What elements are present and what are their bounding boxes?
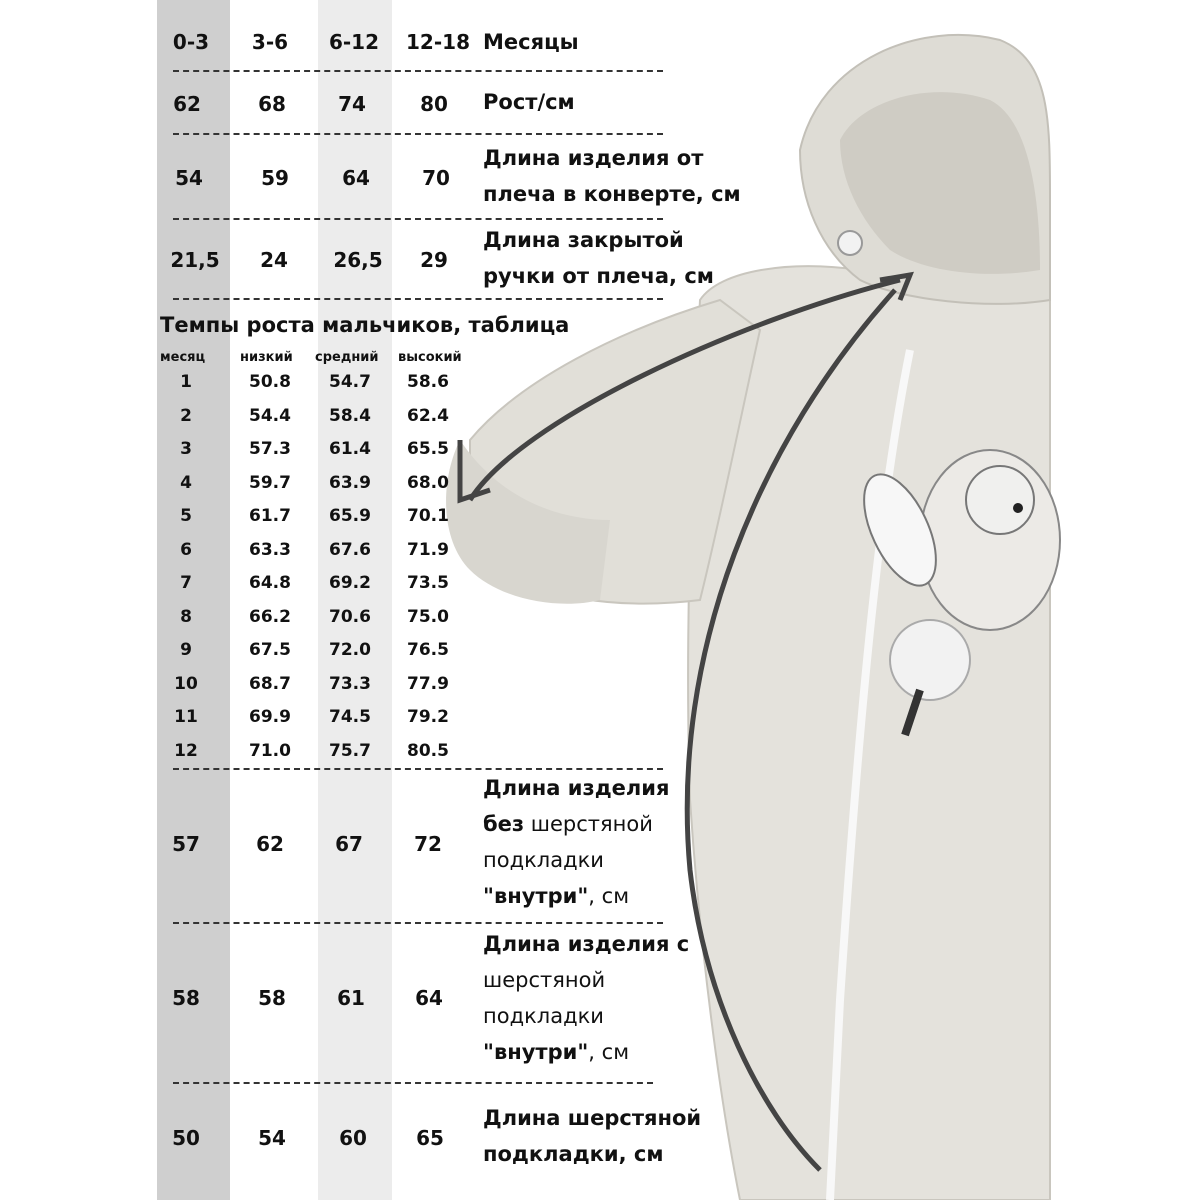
growth-value-cell: 79.2 [407, 707, 449, 727]
length-lining-cell: 61 [337, 986, 365, 1010]
size-12-18: 12-18 [406, 30, 470, 54]
growth-value-cell: 74.5 [329, 707, 371, 727]
growth-value-cell: 70.1 [407, 506, 449, 526]
growth-value-cell: 75.7 [329, 740, 371, 761]
length-envelope-label-2: плеча в конверте, см [483, 182, 741, 206]
growth-month-cell: 4 [180, 472, 192, 493]
months-label: Месяцы [483, 30, 579, 54]
growth-header-month: месяц [160, 350, 206, 365]
sleeve-label-2: ручки от плеча, см [483, 264, 714, 288]
length-lining-cell: 58 [172, 986, 200, 1010]
size-6-12: 6-12 [328, 30, 380, 54]
sleeve-cell: 21,5 [170, 248, 220, 272]
separator [173, 922, 663, 924]
length-no-lining-cell: 57 [172, 832, 200, 856]
growth-value-cell: 58.6 [407, 372, 449, 392]
no-lining-label-1: Длина изделия [483, 776, 670, 800]
no-lining-label-4 [483, 878, 629, 914]
length-lining-cell: 64 [415, 986, 443, 1010]
growth-value-cell: 63.9 [329, 472, 371, 493]
growth-month-cell: 8 [180, 606, 192, 627]
no-lining-label-bold: без [483, 812, 525, 836]
height-cell: 74 [338, 92, 366, 116]
growth-table-title: Темпы роста мальчиков, таблица [160, 313, 570, 337]
growth-month-cell: 2 [180, 405, 192, 426]
growth-value-cell: 62.4 [407, 405, 449, 426]
length-envelope-cell: 59 [261, 166, 289, 190]
growth-value-cell: 65.5 [407, 439, 449, 459]
growth-value-cell: 69.9 [249, 707, 291, 727]
growth-value-cell: 65.9 [329, 506, 371, 526]
length-envelope-cell: 70 [422, 166, 450, 190]
growth-value-cell: 76.5 [407, 640, 449, 660]
growth-value-cell: 61.7 [249, 506, 291, 526]
no-lining-label-4-bold: "внутри" [483, 884, 589, 908]
no-lining-label-3: подкладки [483, 848, 604, 872]
growth-month-cell: 7 [180, 573, 192, 593]
sleeve-cell: 26,5 [333, 248, 383, 272]
lining-cell: 65 [416, 1126, 444, 1150]
growth-month-cell: 12 [174, 740, 198, 761]
lining-length-label-1: Длина шерстяной [483, 1106, 702, 1130]
growth-header-high: высокий [398, 350, 462, 365]
sleeve-cell: 24 [260, 248, 288, 272]
growth-value-cell: 50.8 [249, 372, 291, 392]
growth-value-cell: 68.0 [407, 472, 449, 493]
growth-value-cell: 68.7 [249, 673, 291, 694]
growth-month-cell: 10 [174, 673, 198, 694]
growth-value-cell: 54.4 [249, 405, 291, 426]
growth-value-cell: 61.4 [329, 439, 371, 459]
lining-cell: 60 [339, 1126, 367, 1150]
suit-hood [800, 35, 1050, 304]
growth-value-cell: 54.7 [329, 372, 371, 392]
growth-value-cell: 66.2 [249, 606, 291, 627]
length-envelope-label-1: Длина изделия от [483, 146, 704, 170]
size-0-3: 0-3 [172, 30, 210, 54]
separator [173, 133, 663, 135]
growth-value-cell: 63.3 [249, 539, 291, 560]
growth-value-cell: 59.7 [249, 472, 291, 493]
growth-value-cell: 57.3 [249, 439, 291, 459]
growth-header-low: низкий [240, 350, 293, 365]
growth-value-cell: 77.9 [407, 673, 449, 694]
sleeve-label-1: Длина закрытой [483, 228, 684, 252]
height-cell: 62 [173, 92, 201, 116]
length-envelope-cell: 54 [175, 166, 203, 190]
growth-value-cell: 75.0 [407, 606, 449, 627]
growth-month-cell: 6 [180, 539, 192, 560]
length-no-lining-cell: 72 [414, 832, 442, 856]
lining-label-4-rest: , см [588, 1040, 630, 1064]
growth-value-cell: 71.0 [249, 740, 291, 761]
growth-value-cell: 71.9 [407, 539, 449, 560]
length-no-lining-cell: 62 [256, 832, 284, 856]
growth-month-cell: 9 [180, 640, 192, 660]
growth-value-cell: 70.6 [329, 606, 371, 627]
no-lining-label-rest: шерстяной [524, 812, 653, 836]
lining-label-1: Длина изделия с [483, 932, 690, 956]
growth-value-cell: 67.5 [249, 640, 291, 660]
length-lining-cell: 58 [258, 986, 286, 1010]
separator [173, 1082, 653, 1084]
lining-label-3: подкладки [483, 1004, 604, 1028]
length-no-lining-cell: 67 [335, 832, 363, 856]
lining-cell: 54 [258, 1126, 286, 1150]
growth-month-cell: 1 [180, 372, 192, 392]
lining-cell: 50 [172, 1126, 200, 1150]
growth-value-cell: 80.5 [407, 740, 449, 761]
no-lining-label-2 [483, 806, 653, 842]
lining-label-4-bold: "внутри" [483, 1040, 589, 1064]
length-envelope-cell: 64 [342, 166, 370, 190]
growth-value-cell: 69.2 [329, 573, 371, 593]
lining-label-2: шерстяной [483, 968, 606, 992]
growth-value-cell: 73.3 [329, 673, 371, 694]
separator [173, 218, 663, 220]
lining-label-4 [483, 1034, 629, 1070]
size-3-6: 3-6 [251, 30, 289, 54]
growth-value-cell: 67.6 [329, 539, 371, 560]
growth-month-cell: 3 [180, 439, 192, 459]
growth-value-cell: 58.4 [329, 405, 371, 426]
growth-value-cell: 73.5 [407, 573, 449, 593]
no-lining-label-4-rest: , см [588, 884, 630, 908]
height-label: Рост/см [483, 90, 575, 114]
height-cell: 80 [420, 92, 448, 116]
height-cell: 68 [258, 92, 286, 116]
sleeve-cell: 29 [420, 248, 448, 272]
growth-value-cell: 64.8 [249, 573, 291, 593]
growth-value-cell: 72.0 [329, 640, 371, 660]
separator [173, 70, 663, 72]
growth-month-cell: 11 [174, 707, 198, 727]
growth-header-mid: средний [315, 350, 379, 365]
lining-length-label-2: подкладки, см [483, 1142, 664, 1166]
separator [173, 298, 663, 300]
growth-month-cell: 5 [180, 506, 192, 526]
